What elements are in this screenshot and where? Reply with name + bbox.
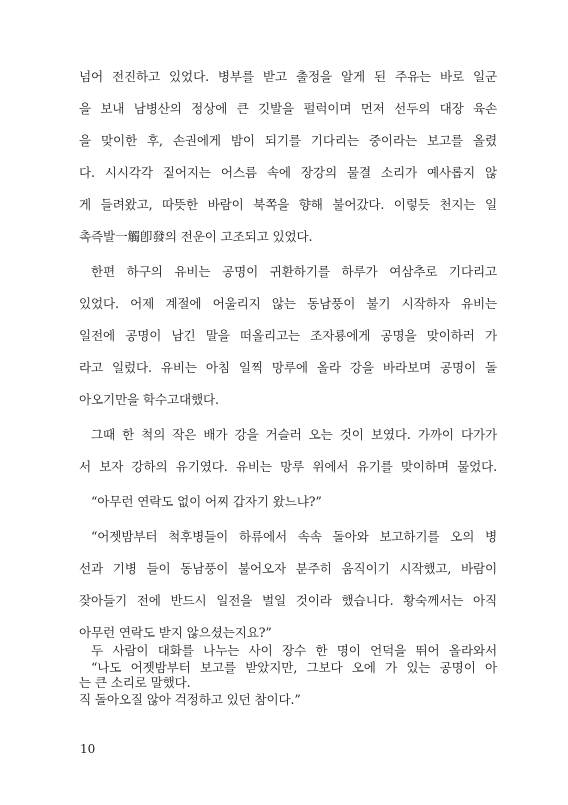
text-line: 선과 기병 들이 동남풍이 불어오자 분주히 움직이기 시작했고, 바람이: [79, 561, 497, 576]
page-number: 10: [80, 742, 96, 756]
text-line: 서 보자 강하의 유기였다. 유비는 망루 위에서 유기를 맞이하며 물었다.: [79, 459, 497, 474]
text-line: 게 들려왔고, 따뜻한 바람이 북쪽을 향해 불어갔다. 이렇듯 천지는 일: [79, 197, 497, 212]
text-line: 라고 일렀다. 유비는 아침 일찍 망루에 올라 강을 바라보며 공명이 돌: [79, 360, 497, 375]
paragraph-first-line: 두 사람이 대화를 나누는 사이 장수 한 명이 언덕을 뛰어 올라와서: [91, 643, 497, 658]
text-line: 넘어 전진하고 있었다. 병부를 받고 출정을 알게 된 주유는 바로 일군: [79, 69, 497, 84]
text-line: 아오기만을 학수고대했다.: [79, 392, 219, 407]
text-line: 잦아들기 전에 반드시 일전을 벌일 것이라 했습니다. 황숙께서는 아직: [79, 593, 497, 608]
text-line: 있었다. 어제 계절에 어울리지 않는 동남풍이 불기 시작하자 유비는: [79, 296, 497, 311]
text-line: 는 큰 소리로 말했다.: [79, 675, 191, 690]
text-line: 직 돌아오질 않아 걱정하고 있던 참이다.”: [79, 692, 301, 707]
paragraph-first-line: 그때 한 척의 작은 배가 강을 거슬러 오는 것이 보였다. 가까이 다가가: [91, 427, 497, 442]
text-line: 일전에 공명이 남긴 말을 떠올리고는 조자룡에게 공명을 맞이하러 가: [79, 328, 497, 343]
text-line: 촉즉발一觸卽發의 전운이 고조되고 있었다.: [79, 229, 313, 244]
text-line: 다. 시시각각 짙어지는 어스름 속에 장강의 물결 소리가 예사롭지 않: [79, 165, 497, 180]
text-line: 을 맞이한 후, 손권에게 밤이 되기를 기다리는 중이라는 보고를 올렸: [79, 133, 497, 148]
dialogue-line: “나도 어젯밤부터 보고를 받았지만, 그보다 오에 가 있는 공명이 아: [91, 660, 497, 675]
text-line: 을 보내 남병산의 정상에 큰 깃발을 펄럭이며 먼저 선두의 대장 육손: [79, 101, 497, 116]
dialogue-line: “어젯밤부터 척후병들이 하류에서 속속 돌아와 보고하기를 오의 병: [91, 529, 497, 544]
text-line: 아무런 연락도 받지 않으셨는지요?”: [79, 625, 272, 640]
dialogue-line: “아무런 연락도 없이 어찌 갑자기 왔느냐?”: [91, 494, 322, 509]
paragraph-first-line: 한편 하구의 유비는 공명이 귀환하기를 하루가 여삼추로 기다리고: [91, 264, 497, 279]
